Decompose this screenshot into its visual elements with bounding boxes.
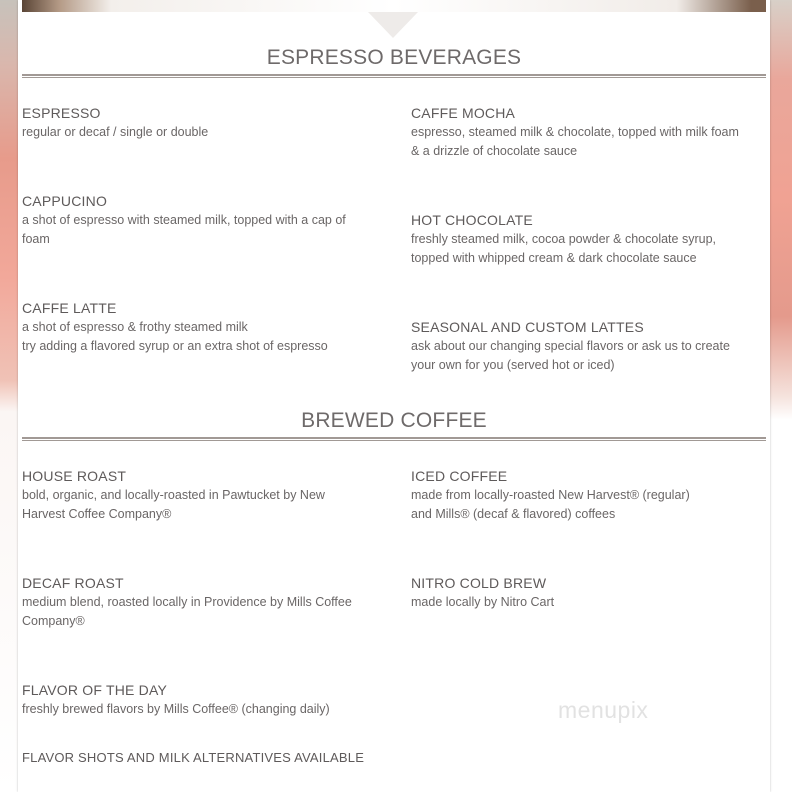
menu-item-hot-chocolate — [411, 211, 761, 268]
item-desc: foam — [22, 232, 50, 246]
backdrop-right — [768, 0, 792, 792]
menu-item-decaf-roast — [22, 574, 372, 631]
item-name: NITRO COLD BREW — [411, 575, 547, 591]
item-name: HOUSE ROAST — [22, 468, 127, 484]
section-title-espresso: ESPRESSO BEVERAGES — [266, 46, 522, 69]
item-name: ICED COFFEE — [411, 468, 508, 484]
section-rule — [22, 437, 766, 441]
flavor-shots-note: FLAVOR SHOTS AND MILK ALTERNATIVES AVAILABLE — [22, 750, 365, 765]
item-desc: bold, organic, and locally-roasted in Pawtucket by New — [22, 488, 325, 502]
item-name: ESPRESSO — [22, 105, 101, 121]
item-name: CAFFE LATTE — [22, 300, 117, 316]
item-desc: freshly brewed flavors by Mills Coffee® (changing daily) — [22, 702, 330, 716]
section-rule — [22, 74, 766, 78]
header-notch — [368, 12, 418, 38]
item-name: HOT CHOCOLATE — [411, 212, 533, 228]
item-desc: a shot of espresso with steamed milk, topped with a cap of — [22, 213, 346, 227]
item-desc: a shot of espresso & frothy steamed milk — [22, 320, 248, 334]
item-desc: espresso, steamed milk & chocolate, topped with milk foam — [411, 125, 739, 139]
backdrop-left — [0, 0, 20, 792]
item-desc: made from locally-roasted New Harvest® (regular) — [411, 488, 690, 502]
item-desc: regular or decaf / single or double — [22, 125, 209, 139]
item-name: CAPPUCINO — [22, 193, 108, 209]
menupix-watermark: menupix — [558, 697, 649, 723]
menu-item-flavor-of-the-day — [22, 681, 372, 719]
menu-item-iced-coffee — [411, 467, 761, 524]
menu-item-house-roast — [22, 467, 372, 524]
item-desc: and Mills® (decaf & flavored) coffees — [411, 507, 616, 521]
menu-item-nitro-cold-brew — [411, 574, 761, 612]
menu-item-seasonal-lattes — [411, 318, 761, 375]
item-desc: made locally by Nitro Cart — [411, 595, 555, 609]
item-name: DECAF ROAST — [22, 575, 124, 591]
section-title-brewed-coffee: BREWED COFFEE — [301, 409, 487, 432]
item-name: SEASONAL AND CUSTOM LATTES — [411, 319, 644, 335]
item-desc: Company® — [22, 614, 85, 628]
item-name: CAFFE MOCHA — [411, 105, 516, 121]
item-desc: topped with whipped cream & dark chocolate sauce — [411, 251, 697, 265]
menu-item-cappucino — [22, 192, 372, 249]
menu-item-caffe-latte — [22, 299, 372, 356]
item-name: FLAVOR OF THE DAY — [22, 682, 167, 698]
menu-item-caffe-mocha — [411, 104, 761, 161]
header-photo — [22, 0, 766, 12]
item-desc: & a drizzle of chocolate sauce — [411, 144, 578, 158]
item-desc: your own for you (served hot or iced) — [411, 358, 615, 372]
menu-item-espresso — [22, 104, 372, 142]
item-desc: medium blend, roasted locally in Providence by Mills Coffee — [22, 595, 352, 609]
item-desc: ask about our changing special flavors or ask us to create — [411, 339, 730, 353]
item-desc: Harvest Coffee Company® — [22, 507, 172, 521]
item-desc: freshly steamed milk, cocoa powder & chocolate syrup, — [411, 232, 716, 246]
item-desc: try adding a flavored syrup or an extra shot of espresso — [22, 339, 328, 353]
